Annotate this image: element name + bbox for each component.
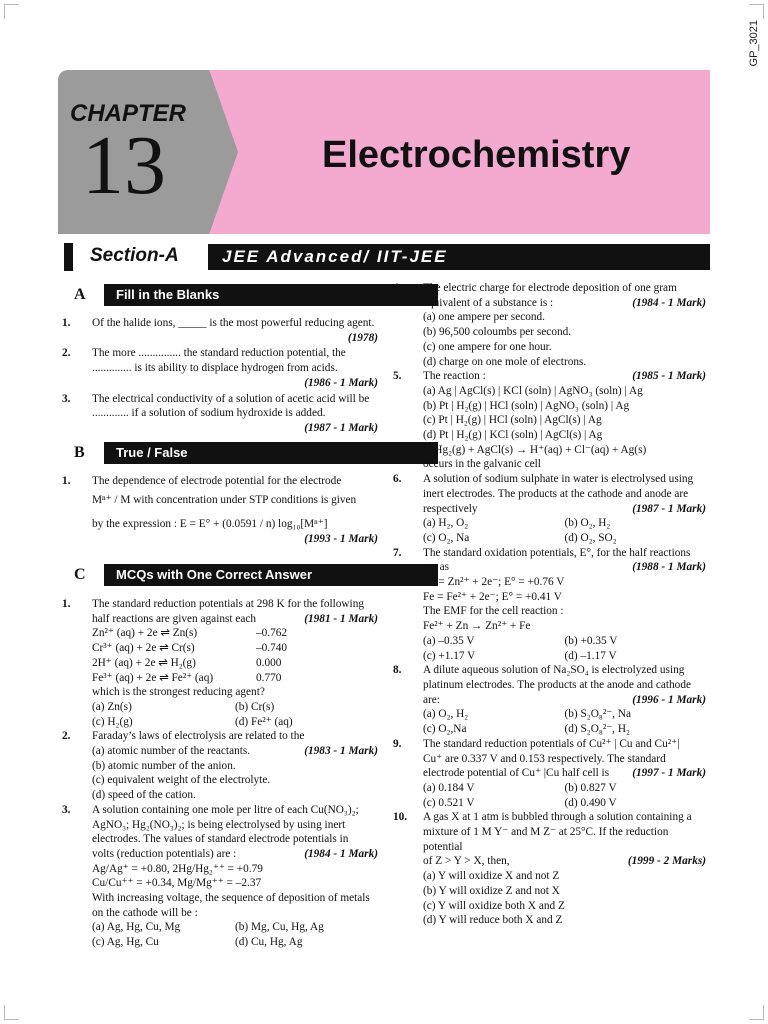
option-row	[423, 634, 706, 649]
question-item	[62, 729, 378, 803]
chapter-word: CHAPTER	[70, 100, 187, 127]
question-text: of Z > Y > X, then, (1999 - 2 Marks)	[423, 855, 706, 868]
answer-option: (a) Zn(s)	[92, 700, 132, 713]
question-mark: (1978)	[347, 331, 378, 344]
question-text: The electric charge for electrode deposition of one gram	[423, 282, 677, 294]
question-number: 10.	[393, 811, 408, 824]
answer-option: (a) Ag | AgCl(s) | KCl (soln) | AgNO₃ (soln) | Ag	[423, 384, 643, 397]
half-reaction	[92, 671, 378, 686]
question-text: ½ Hg₂(g) + AgCl(s) → H⁺(aq) + Cl⁻(aq) + Ag(s)	[423, 443, 647, 456]
question-item	[393, 663, 706, 737]
question-number: 1.	[62, 317, 71, 329]
crop-mark	[749, 1005, 764, 1020]
question-number: 3.	[62, 803, 71, 816]
question-mark: (1993 - 1 Mark)	[304, 533, 378, 546]
option-row	[423, 781, 706, 796]
question-text: The standard reduction potentials of Cu²⁺ | Cu and Cu²⁺|	[423, 737, 680, 750]
option-row	[423, 531, 706, 546]
answer-option: (c) 0.521 V	[423, 796, 475, 809]
question-text: AgNO₃; Hg₂(NO₃)₂; is being electrolysed by using inert	[92, 818, 346, 831]
mcq-list-left	[62, 597, 378, 950]
question-mark: (1986 - 1 Mark)	[304, 376, 378, 389]
question-mark: (1984 - 1 Mark)	[304, 847, 378, 860]
question-item	[393, 810, 706, 928]
half-reaction	[92, 656, 378, 671]
question-text: Mⁿ⁺ / M with concentration under STP conditions is given	[92, 493, 357, 506]
answer-option: (a) Y will oxidize X and not Z	[423, 870, 560, 883]
question-text: occurs in the galvanic cell	[423, 458, 541, 471]
question-text: The reaction : (1985 - 1 Mark)	[423, 370, 706, 383]
answer-option: (d) Pt | H₂(g) | KCl (soln) | AgCl(s) | Ag	[423, 429, 603, 442]
part-heading	[62, 284, 378, 306]
reaction-potential: –0.762	[256, 627, 288, 640]
answer-option: (b) 96,500 coloumbs per second.	[423, 326, 572, 339]
question-text: The dependence of electrode potential for the electrode	[92, 475, 342, 487]
answer-option: (d) Cu, Hg, Ag	[235, 936, 303, 949]
question-item	[393, 369, 706, 472]
question-text: A gas X at 1 atm is bubbled through a solution containing a	[423, 811, 692, 824]
question-item	[62, 474, 378, 547]
true-false-list	[62, 474, 378, 547]
part-letter: B	[74, 444, 85, 461]
answer-option: (b) +0.35 V	[564, 634, 618, 647]
answer-option: (b) S₂O₈²⁻, Na	[564, 708, 631, 721]
option-row	[423, 796, 706, 811]
question-mark: (1996 - 1 Mark)	[632, 693, 706, 706]
option-row	[423, 707, 706, 722]
question-text: volts (reduction potentials) are : (1984 - 1 Mark)	[92, 847, 378, 860]
question-text: The standard oxidation potentials, E°, for the half reactions	[423, 546, 691, 559]
part-title: Fill in the Blanks	[104, 284, 438, 306]
answer-option: (a) –0.35 V	[423, 634, 475, 647]
answer-option: (c) O₂, Na	[423, 531, 470, 544]
question-number: 2.	[62, 730, 71, 743]
part-letter: C	[74, 566, 86, 583]
half-reaction	[92, 641, 378, 656]
part-heading	[62, 442, 378, 464]
reaction-text: Cr³⁺ (aq) + 2e ⇌ Cr(s)	[92, 642, 195, 655]
question-mark: (1984 - 1 Mark)	[632, 296, 706, 309]
answer-option: (a) atomic number of the reactants.	[92, 745, 251, 758]
reaction-text: Zn²⁺ (aq) + 2e ⇌ Zn(s)	[92, 627, 198, 640]
question-text: Fe²⁺ + Zn → Zn²⁺ + Fe	[423, 620, 531, 633]
question-number: 4.	[393, 282, 402, 294]
option-row	[92, 935, 378, 950]
question-mark: (1981 - 1 Mark)	[304, 612, 378, 625]
part-title: True / False	[104, 442, 438, 464]
question-text: A solution containing one mole per litre of each Cu(NO₃)₂;	[92, 803, 359, 816]
question-text: electrodes. The values of standard electrode potentials in	[92, 833, 349, 846]
answer-option: (d) speed of the cation.	[92, 789, 196, 802]
question-number: 7.	[393, 546, 402, 559]
answer-option: (c) +1.17 V	[423, 649, 476, 662]
section-label: Section-A	[90, 245, 179, 266]
question-item	[393, 737, 706, 811]
question-text: A solution of sodium sulphate in water is electrolysed using	[423, 473, 694, 486]
question-number: 1.	[62, 475, 71, 487]
mcq-list-right	[393, 281, 706, 928]
answer-option: (a) one ampere per second.	[423, 311, 546, 324]
question-text: The electrical conductivity of a solution of acetic acid will be ............. if a solution of sodium hydroxide is added.	[92, 392, 370, 420]
question-text: Faraday’s laws of electrolysis are related to the (1983 - 1 Mark)	[92, 730, 378, 758]
question-number: 9.	[393, 737, 402, 750]
page-code: GP_3021	[748, 20, 760, 67]
option-row	[423, 516, 706, 531]
question-number: 5.	[393, 370, 402, 383]
answer-option: (d) –1.17 V	[564, 649, 617, 662]
equation: by the expression : E = E° + (0.0591 / n) log₁₀[Mⁿ⁺]	[92, 518, 328, 531]
question-text: Cu⁺ are 0.337 V and 0.153 respectively. The standard	[423, 752, 666, 765]
question-text: respectively (1987 - 1 Mark)	[423, 502, 706, 515]
question-mark: (1983 - 1 Mark)	[304, 745, 378, 758]
answer-option: (d) Y will reduce both X and Z	[423, 914, 563, 927]
answer-option: (b) Y will oxidize Z and not X	[423, 884, 560, 897]
chapter-number: 13	[82, 119, 166, 212]
question-number: 2.	[62, 347, 71, 360]
answer-option: (b) 0.827 V	[564, 781, 617, 794]
answer-option: (c) Pt | H₂(g) | HCl (soln) | AgCl(s) | Ag	[423, 414, 602, 427]
reaction-potential: 0.770	[256, 671, 282, 684]
question-text: are: (1996 - 1 Mark)	[423, 693, 706, 706]
answer-option: (d) charge on one mole of electrons.	[423, 355, 587, 368]
question-text: inert electrodes. The products at the cathode and anode are	[423, 487, 689, 500]
question-number: 8.	[393, 664, 402, 677]
answer-option: (c) one ampere for one hour.	[423, 340, 552, 353]
answer-option: (a) H₂, O₂	[423, 517, 469, 530]
question-text: Fe = Fe²⁺ + 2e⁻; E° = +0.41 V	[423, 590, 562, 603]
question-number: 6.	[393, 473, 402, 486]
part-letter: A	[74, 286, 86, 303]
option-row	[92, 715, 378, 730]
question-text: Zn = Zn²⁺ + 2e⁻; E° = +0.76 V	[423, 576, 565, 589]
question-mark: (1997 - 1 Mark)	[632, 767, 706, 780]
question-item	[62, 597, 378, 729]
answer-option: (b) Mg, Cu, Hg, Ag	[235, 921, 324, 934]
question-text: Cu/Cu⁺⁺ = +0.34, Mg/Mg⁺⁺ = –2.37	[92, 877, 262, 890]
question-item	[62, 803, 378, 950]
question-text: electrode potential of Cu⁺ |Cu half cell is (1997 - 1 Mark)	[423, 767, 706, 780]
option-row	[92, 920, 378, 935]
question-item	[62, 392, 378, 436]
question-text: equivalent of a substance is : (1984 - 1 Mark)	[423, 296, 706, 309]
reaction-potential: –0.740	[256, 642, 288, 655]
question-text: mixture of 1 M Y⁻ and M Z⁻ at 25°C. If the reduction potential	[423, 826, 669, 853]
reaction-text: Fe³⁺ (aq) + 2e ⇌ Fe²⁺ (aq)	[92, 671, 214, 684]
question-item	[62, 316, 378, 345]
question-mark: (1987 - 1 Mark)	[304, 421, 378, 434]
answer-option: (b) atomic number of the anion.	[92, 759, 236, 772]
question-text: Ag/Ag⁺ = +0.80, 2Hg/Hg₂⁺⁺ = +0.79	[92, 862, 263, 875]
chapter-title: Electrochemistry	[322, 134, 631, 176]
answer-option: (d) S₂O₈²⁻, H₂	[564, 723, 630, 736]
question-number: 1.	[62, 598, 71, 610]
question-text: With increasing voltage, the sequence of deposition of metals	[92, 892, 370, 905]
option-row	[92, 700, 378, 715]
option-row	[423, 649, 706, 664]
question-text: which is the strongest reducing agent?	[92, 686, 265, 699]
section-marker	[64, 243, 73, 271]
question-item	[393, 546, 706, 664]
answer-option: (b) Cr(s)	[235, 700, 275, 713]
answer-option: (a) 0.184 V	[423, 781, 475, 794]
crop-mark	[4, 4, 19, 19]
section-banner: JEE Advanced/ IIT-JEE	[208, 244, 710, 270]
answer-option: (c) equivalent weight of the electrolyte.	[92, 774, 271, 787]
question-text: platinum electrodes. The products at the anode and cathode	[423, 678, 691, 691]
answer-option: (c) O₂,Na	[423, 723, 467, 736]
question-text: Of the halide ions, _____ is the most powerful reducing agent.	[92, 317, 375, 329]
answer-option: (d) O₂, SO₂	[564, 531, 617, 544]
answer-option: (b) Pt | H₂(g) | HCl (soln) | AgNO₃ (soln) | Ag	[423, 399, 630, 412]
answer-option: (d) Fe²⁺ (aq)	[235, 715, 293, 728]
fill-blanks-list	[62, 316, 378, 437]
question-text: are as (1988 - 1 Mark)	[423, 561, 706, 574]
question-item	[393, 281, 706, 369]
question-item	[62, 346, 378, 390]
reaction-potential: 0.000	[256, 656, 282, 669]
answer-option: (c) Ag, Hg, Cu	[92, 936, 159, 949]
question-text: The more ............... the standard reduction potential, the .............. is its ability to displace hydrogen from acids.	[92, 347, 346, 375]
question-text: A dilute aqueous solution of Na₂SO₄ is electrolyzed using	[423, 664, 685, 677]
half-reaction	[92, 626, 378, 641]
answer-option: (c) Y will oxidize both X and Z	[423, 899, 565, 912]
answer-option: (a) Ag, Hg, Cu, Mg	[92, 921, 181, 934]
answer-option: (c) H₂(g)	[92, 715, 133, 728]
question-text: The standard reduction potentials at 298 K for the following	[92, 598, 364, 610]
question-mark: (1985 - 1 Mark)	[632, 370, 706, 383]
question-mark: (1988 - 1 Mark)	[632, 561, 706, 574]
crop-mark	[749, 4, 764, 19]
question-text: The EMF for the cell reaction :	[423, 605, 564, 618]
option-row	[423, 722, 706, 737]
crop-mark	[4, 1005, 19, 1020]
question-number: 3.	[62, 392, 71, 405]
reaction-text: 2H⁺ (aq) + 2e ⇌ H₂(g)	[92, 656, 196, 669]
question-text: on the cathode will be :	[92, 906, 198, 919]
answer-option: (b) O₂, H₂	[564, 517, 611, 530]
question-text: half reactions are given against each (1981 - 1 Mark)	[92, 612, 378, 625]
answer-option: (d) 0.490 V	[564, 796, 617, 809]
question-mark: (1999 - 2 Marks)	[627, 855, 706, 868]
part-heading	[62, 564, 378, 586]
part-title: MCQs with One Correct Answer	[104, 564, 438, 586]
answer-option: (a) O₂, H₂	[423, 708, 469, 721]
question-mark: (1987 - 1 Mark)	[632, 502, 706, 515]
question-item	[393, 472, 706, 546]
